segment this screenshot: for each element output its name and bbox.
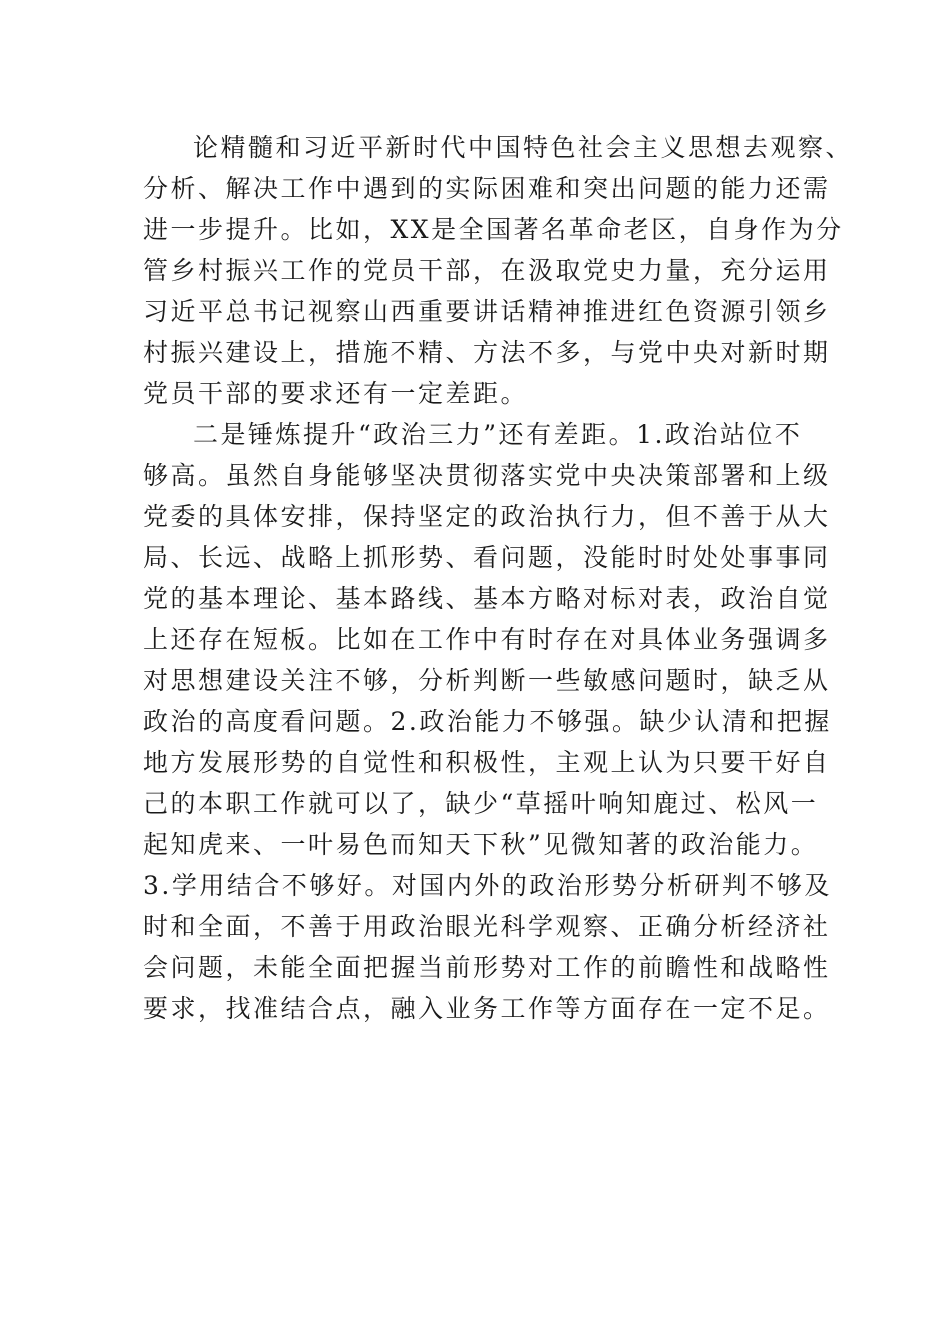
paragraph-line: 分析、解决工作中遇到的实际困难和突出问题的能力还需 [143, 174, 831, 203]
paragraph-line: 进一步提升。比如，XX是全国著名革命老区，自身作为分 [143, 215, 844, 244]
paragraph-line: 上还存在短板。比如在工作中有时存在对具体业务强调多 [143, 625, 831, 654]
paragraph-line: 党委的具体安排，保持坚定的政治执行力，但不善于从大 [143, 502, 831, 531]
paragraph-line: 论精髓和习近平新时代中国特色社会主义思想去观察、 [193, 133, 854, 162]
paragraph-line: 局、长远、战略上抓形势、看问题，没能时时处处事事同 [143, 543, 831, 572]
paragraph-line: 党员干部的要求还有一定差距。 [143, 379, 529, 408]
document-body [143, 127, 854, 1029]
paragraph-line: 够高。虽然自身能够坚决贯彻落实党中央决策部署和上级 [143, 461, 831, 490]
paragraph-line: 要求，找准结合点，融入业务工作等方面存在一定不足。 [143, 994, 831, 1023]
paragraph-2 [143, 414, 832, 1029]
paragraph-line: 己的本职工作就可以了，缺少“草摇叶响知鹿过、松风一 [143, 789, 819, 818]
paragraph-line: 二是锤炼提升“政治三力”还有差距。1.政治站位不 [193, 420, 803, 449]
paragraph-line: 地方发展形势的自觉性和积极性，主观上认为只要干好自 [143, 748, 831, 777]
paragraph-line: 起知虎来、一叶易色而知天下秋”见微知著的政治能力。 [143, 830, 819, 859]
paragraph-line: 习近平总书记视察山西重要讲话精神推进红色资源引领乡 [143, 297, 831, 326]
paragraph-line: 会问题，未能全面把握当前形势对工作的前瞻性和战略性 [143, 953, 831, 982]
paragraph-line: 对思想建设关注不够，分析判断一些敏感问题时，缺乏从 [143, 666, 831, 695]
paragraph-1 [143, 127, 854, 414]
paragraph-line: 管乡村振兴工作的党员干部，在汲取党史力量，充分运用 [143, 256, 831, 285]
paragraph-line: 3.学用结合不够好。对国内外的政治形势分析研判不够及 [143, 871, 832, 900]
paragraph-line: 时和全面，不善于用政治眼光科学观察、正确分析经济社 [143, 912, 831, 941]
paragraph-line: 政治的高度看问题。2.政治能力不够强。缺少认清和把握 [143, 707, 832, 736]
paragraph-line: 党的基本理论、基本路线、基本方略对标对表，政治自觉 [143, 584, 831, 613]
paragraph-line: 村振兴建设上，措施不精、方法不多，与党中央对新时期 [143, 338, 831, 367]
